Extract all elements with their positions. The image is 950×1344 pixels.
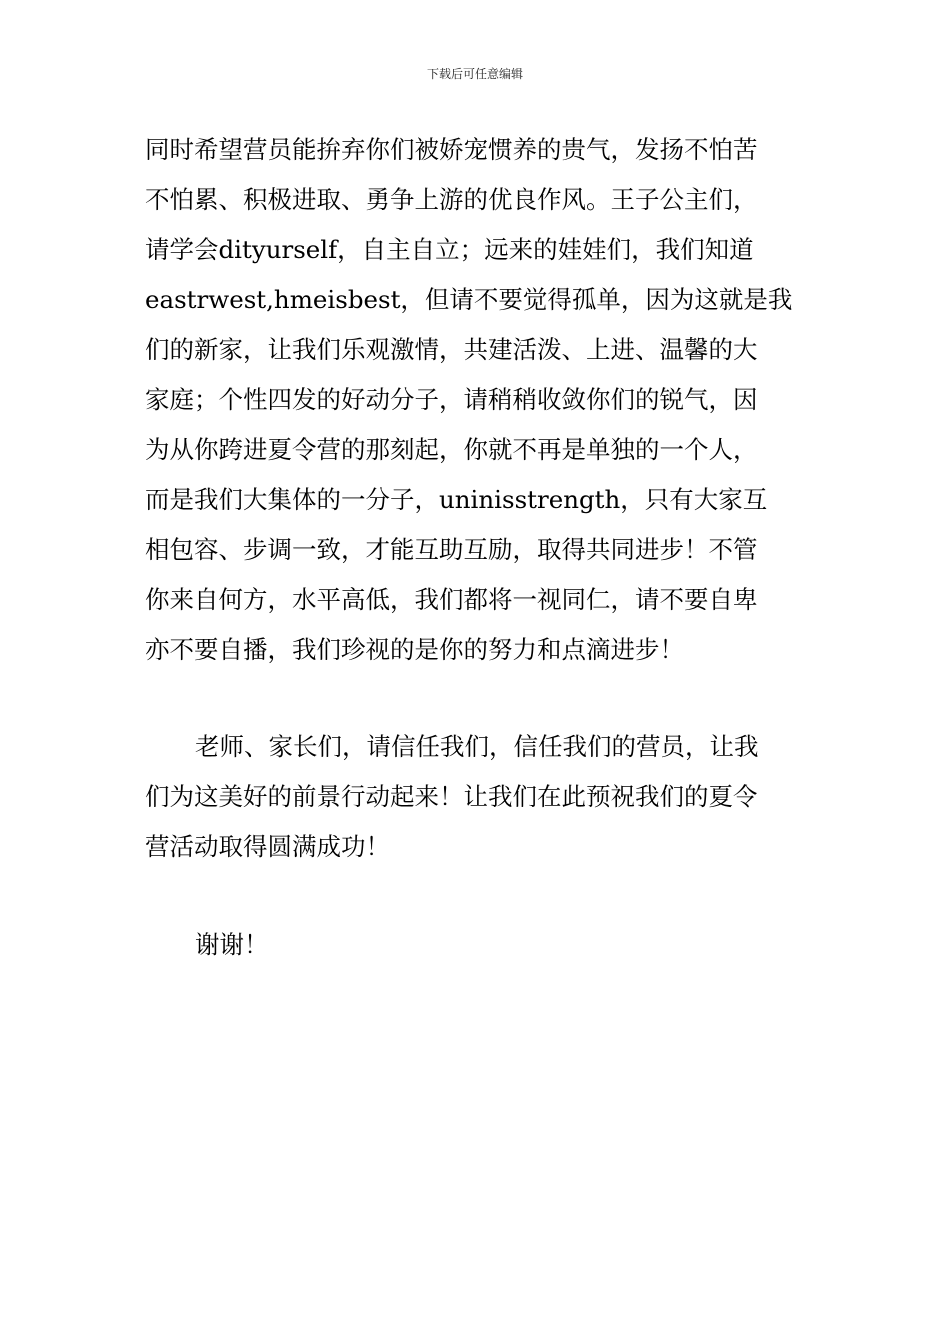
- text-line: 谢谢！: [195, 930, 269, 959]
- text-line: 而是我们大集体的一分子，uninisstrength，只有大家互: [145, 485, 768, 514]
- paragraph-3: [145, 920, 810, 970]
- text-line: 营活动取得圆满成功！: [145, 832, 390, 861]
- text-line: 请学会dityurself，自主自立；远来的娃娃们，我们知道: [145, 235, 754, 264]
- page-header: 下载后可任意编辑: [426, 67, 523, 81]
- text-line: 不怕累、积极进取、勇争上游的优良作风。王子公主们，: [145, 185, 758, 214]
- text-line: 们为这美好的前景行动起来！让我们在此预祝我们的夏令: [145, 782, 758, 811]
- text-line: 为从你跨进夏令营的那刻起，你就不再是单独的一个人，: [145, 435, 758, 464]
- text-line: 你来自何方，水平高低，我们都将一视同仁，请不要自卑: [145, 585, 758, 614]
- text-line: 们的新家，让我们乐观激情，共建活泼、上进、温馨的大: [145, 335, 758, 364]
- text-line: eastrwest,hmeisbest，但请不要觉得孤单，因为这就是我: [145, 285, 793, 314]
- paragraph-1: [145, 125, 810, 675]
- text-line: 同时希望营员能拚弃你们被娇宠惯养的贵气，发扬不怕苦: [145, 135, 758, 164]
- text-line: 家庭；个性四发的好动分子，请稍稍收敛你们的锐气，因: [145, 385, 758, 414]
- text-line: 相包容、步调一致，才能互助互励，取得共同进步！不管: [145, 535, 758, 564]
- text-line: 亦不要自播，我们珍视的是你的努力和点滴进步！: [145, 635, 684, 664]
- text-line: 老师、家长们，请信任我们，信任我们的营员，让我: [195, 732, 759, 761]
- paragraph-2: [145, 722, 810, 872]
